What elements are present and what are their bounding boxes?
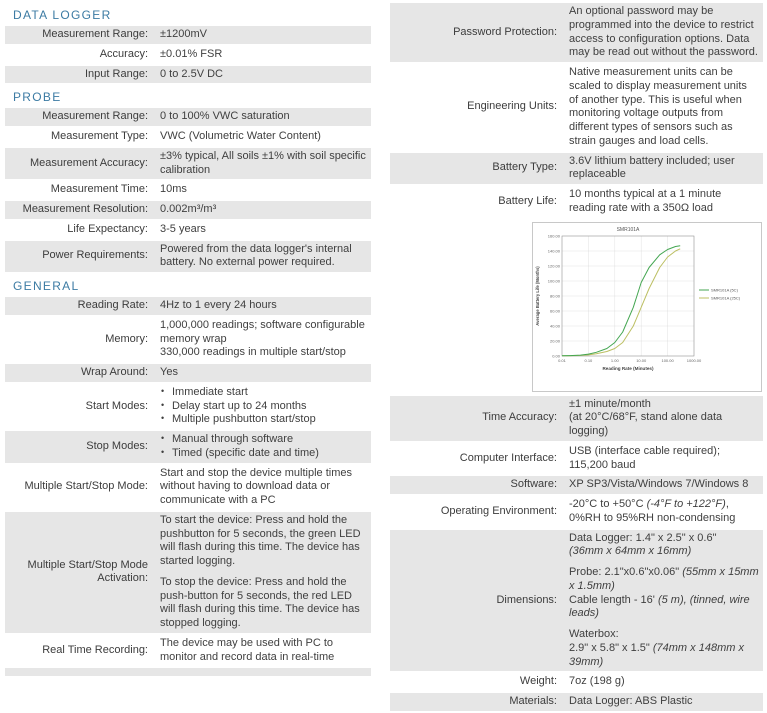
spec-row (390, 153, 763, 185)
spec-value-line (160, 223, 367, 237)
spec-value (153, 297, 371, 315)
text-segment: (5 m), (tinned, wire leads) (569, 593, 750, 620)
spec-label: Computer Interface: (459, 451, 557, 464)
clipped-row (5, 668, 371, 676)
spec-value-line (160, 346, 367, 360)
bullet-glyph: • (161, 399, 165, 410)
text-segment: 10ms (160, 183, 187, 196)
spec-value-line (160, 68, 367, 82)
text-segment: Yes (160, 366, 178, 378)
spec-value-line (160, 299, 367, 313)
spec-value-line (160, 413, 367, 427)
spec-row (5, 384, 371, 429)
spec-value-line (160, 366, 367, 380)
spec-value (153, 108, 371, 126)
text-segment: (55mm x 15mm x 1.5mm) (569, 566, 759, 592)
spec-label: Input Range: (85, 67, 148, 80)
spec-row (5, 364, 371, 382)
spec-row (390, 3, 763, 62)
text-segment: Data Logger: ABS Plastic (569, 695, 693, 707)
spec-row (5, 128, 371, 146)
spec-row (5, 108, 371, 126)
spec-value (153, 431, 371, 463)
spec-label: Password Protection: (453, 25, 557, 38)
spec-row (5, 241, 371, 273)
spec-label: Operating Environment: (440, 504, 557, 517)
spec-label: Start Modes: (85, 399, 148, 412)
battery-life-chart-svg (532, 222, 762, 392)
text-segment: ±0.01% FSR (160, 47, 223, 60)
spec-value-line (160, 48, 367, 62)
spec-label: Battery Life: (498, 194, 557, 207)
section-header-probe: PROBE (13, 90, 62, 105)
spec-value (153, 148, 371, 180)
spec-label: Measurement Accuracy: (30, 156, 148, 169)
text-segment: Native measurement units can be scaled to display measurement units of another type. This is useful when monitoring voltage outputs from different types of sensors such as strain gauges and load cells. (569, 66, 747, 147)
bullet-text (172, 386, 248, 400)
spec-value (153, 384, 371, 429)
spec-value-line (569, 398, 759, 412)
spec-row (390, 64, 763, 151)
text-segment: , (725, 498, 729, 510)
y-tick-label: 120.00 (547, 262, 560, 268)
spec-row (390, 443, 763, 475)
spec-value-line (569, 478, 759, 492)
spec-label: Weight: (519, 675, 557, 688)
spec-value-line (160, 467, 367, 508)
spec-row (5, 66, 371, 84)
spec-row (5, 431, 371, 463)
spec-label: Measurement Time: (50, 183, 148, 196)
text-segment: 0 to 100% VWC saturation (160, 110, 290, 123)
y-tick-label: 160.00 (547, 232, 560, 238)
spec-value-line (160, 243, 367, 271)
text-segment: 7oz (198 g) (569, 675, 625, 688)
bullet-text (172, 400, 307, 414)
text-segment: Multiple pushbutton start/stop (172, 413, 316, 426)
spec-value-line (160, 203, 367, 217)
spec-row (5, 148, 371, 180)
spec-row (390, 530, 763, 672)
spec-label: Power Requirements: (42, 249, 148, 262)
spec-value-line (569, 512, 759, 526)
spec-row (5, 26, 371, 44)
section-header-data-logger: DATA LOGGER (13, 8, 112, 22)
text-segment: Cable length - 16' (569, 593, 658, 606)
spec-label: Memory: (105, 332, 148, 345)
spec-value-line (160, 110, 367, 124)
text-segment: 10 months typical at a 1 minute reading rate with a 350Ω load (569, 188, 722, 214)
spec-value-line (569, 545, 759, 559)
text-segment: ±1 minute/month (569, 397, 651, 410)
text-segment: Timed (specific date and time) (172, 446, 319, 459)
spec-value-line (160, 433, 367, 447)
y-tick-label: 140.00 (547, 247, 560, 253)
x-tick-label: 10.00 (636, 357, 647, 363)
spec-label: Stop Modes: (86, 439, 148, 452)
spec-row (5, 317, 371, 362)
spec-label: Software: (510, 478, 557, 491)
spec-value-line (160, 28, 367, 42)
text-segment: Data Logger: 1.4" x 2.5" x 0.6" (569, 531, 717, 544)
text-segment: Delay start up to 24 months (172, 399, 307, 412)
spec-value (562, 476, 763, 494)
spec-row (5, 465, 371, 510)
spec-value (153, 512, 371, 633)
text-segment: (at 20°C/68°F, stand alone data logging) (569, 411, 723, 437)
spec-row (5, 46, 371, 64)
spec-value-line (160, 150, 367, 178)
spec-row (390, 476, 763, 494)
bullet-glyph: • (161, 385, 165, 396)
spec-value-line (569, 5, 759, 60)
spec-value (153, 181, 371, 199)
spec-label: Reading Rate: (77, 299, 148, 311)
spec-row (390, 186, 763, 218)
y-axis-title: Average Battery Life (Months) (535, 265, 540, 326)
spec-value-line (569, 155, 759, 183)
battery-life-chart (532, 222, 762, 392)
section-header-general: GENERAL (13, 279, 80, 293)
bullet-glyph: • (161, 413, 165, 424)
spec-label: Measurement Type: (50, 130, 148, 142)
x-tick-label: 100.00 (661, 357, 674, 363)
spec-value (562, 673, 763, 691)
spec-value (562, 496, 763, 528)
spec-label: Real Time Recording: (42, 643, 148, 656)
spec-label: Measurement Resolution: (22, 203, 148, 215)
text-segment: To start the device: Press and hold the pushbutton for 5 seconds, the green LED will flash during this time. The device has started logging. (160, 513, 361, 567)
spec-label: Dimensions: (496, 593, 557, 606)
spec-value-line (160, 447, 367, 461)
y-tick-label: 80.00 (549, 292, 560, 298)
spec-row (5, 512, 371, 633)
spec-value-line (569, 594, 759, 622)
text-segment: -20°C to +50°C (569, 498, 647, 510)
text-segment: 2.9" x 5.8" x 1.5" (569, 641, 653, 654)
text-segment: Manual through software (172, 433, 294, 445)
spec-value (562, 443, 763, 475)
text-segment: 0.002m³/m³ (160, 203, 217, 215)
spec-label: Life Expectancy: (67, 222, 148, 235)
spec-value-line (160, 637, 367, 665)
text-segment: Powered from the data logger's internal battery. No external power required. (160, 242, 352, 269)
spec-value-line (569, 411, 759, 439)
y-tick-label: 40.00 (549, 322, 560, 328)
text-segment: 0%RH to 95%RH non-condensing (569, 511, 736, 524)
text-segment: ±3% typical, All soils ±1% with soil specific calibration (160, 149, 366, 176)
spec-row (5, 221, 371, 239)
spec-value (153, 364, 371, 382)
bullet-text (172, 447, 319, 461)
spec-value (153, 66, 371, 84)
x-tick-label: 0.10 (584, 357, 593, 363)
spec-value (153, 201, 371, 219)
spec-value-line (569, 566, 759, 594)
left-column (5, 3, 371, 713)
bullet-glyph: • (161, 446, 165, 457)
spec-label: Multiple Start/Stop Mode: (24, 480, 148, 493)
spec-label: Measurement Range: (42, 28, 148, 40)
spec-row (5, 201, 371, 219)
text-segment: 3.6V lithium battery included; user replaceable (569, 154, 735, 181)
spec-row (5, 635, 371, 667)
spec-value-line (569, 498, 759, 512)
text-segment: USB (interface cable required); 115,200 baud (569, 444, 721, 471)
spec-label: Multiple Start/Stop Mode Activation: (27, 558, 148, 585)
text-segment: Immediate start (172, 385, 248, 398)
text-segment: The device may be used with PC to monitor and record data in real-time (160, 636, 335, 663)
text-segment: (36mm x 64mm x 16mm) (569, 545, 692, 558)
spec-value (153, 635, 371, 667)
spec-value (562, 186, 763, 218)
spec-row (390, 496, 763, 528)
text-segment: 4Hz to 1 every 24 hours (160, 299, 277, 311)
text-segment: 3-5 years (160, 222, 206, 235)
spec-row (390, 693, 763, 711)
x-tick-label: 0.01 (558, 357, 566, 363)
spec-value-line (160, 576, 367, 631)
text-segment: An optional password may be programmed into the device to restrict access to configuration options. Data may be read out without the password. (569, 5, 758, 59)
text-segment: (-4°F to +122°F) (646, 498, 726, 510)
spec-value-line (569, 642, 759, 670)
spec-label: Time Accuracy: (482, 411, 557, 424)
spec-value (153, 128, 371, 146)
spec-value-line (160, 130, 367, 144)
spec-value-line (160, 514, 367, 569)
x-axis-title: Reading Rate (Minutes) (602, 365, 654, 371)
bullet-glyph: • (161, 433, 165, 443)
y-tick-label: 0.00 (552, 352, 560, 358)
spec-value (562, 530, 763, 672)
y-tick-label: 20.00 (549, 337, 560, 343)
spec-value-line (160, 319, 367, 347)
spec-label: Accuracy: (99, 47, 148, 60)
spec-label: Materials: (509, 695, 557, 707)
right-column (390, 3, 763, 713)
spec-label: Battery Type: (492, 161, 557, 174)
spec-value (562, 153, 763, 185)
spec-value-line (569, 532, 759, 546)
y-tick-label: 60.00 (549, 307, 560, 313)
spec-value-line (569, 628, 759, 642)
spec-value (562, 693, 763, 711)
spec-value-line (160, 400, 367, 414)
y-tick-label: 100.00 (547, 277, 560, 283)
legend-label: SMR101A (25C) (711, 294, 741, 300)
spec-value-line (569, 66, 759, 149)
spec-row (390, 673, 763, 691)
text-segment: 0 to 2.5V DC (160, 67, 223, 80)
spec-value (153, 317, 371, 362)
spec-label: Engineering Units: (467, 100, 557, 113)
text-segment: (74mm x 148mm x 39mm) (569, 641, 744, 668)
text-segment: VWC (Volumetric Water Content) (160, 130, 321, 142)
text-segment: 1,000,000 readings; software configurable memory wrap (160, 318, 365, 345)
spec-value-line (569, 695, 759, 709)
spec-value (153, 221, 371, 239)
x-tick-label: 1.00 (610, 357, 619, 363)
chart-title: SMR101A (616, 226, 640, 233)
x-tick-label: 1000.00 (686, 357, 702, 363)
text-segment: Probe: 2.1"x0.6"x0.06" (569, 566, 683, 578)
spec-value (562, 3, 763, 62)
spec-row (5, 297, 371, 315)
spec-value (562, 396, 763, 441)
spec-row (5, 181, 371, 199)
spec-value (153, 26, 371, 44)
spec-value (153, 46, 371, 64)
spec-value (153, 241, 371, 273)
spec-value (562, 64, 763, 151)
bullet-text (172, 433, 293, 447)
spec-value-line (160, 183, 367, 197)
text-segment: ±1200mV (160, 28, 208, 40)
spec-value-line (160, 386, 367, 400)
spec-value-line (569, 188, 759, 216)
bullet-text (172, 413, 316, 427)
spec-value-line (569, 445, 759, 473)
spec-label: Measurement Range: (42, 110, 148, 123)
text-segment: 330,000 readings in multiple start/stop (160, 346, 346, 359)
spec-value-line (569, 675, 759, 689)
text-segment: Waterbox: (569, 628, 619, 640)
spec-label: Wrap Around: (80, 366, 148, 378)
spec-value (153, 465, 371, 510)
spec-row (390, 396, 763, 441)
text-segment: To stop the device: Press and hold the push-button for 5 seconds, the red LED will flash during this time. The device has stopped logging. (160, 575, 360, 629)
text-segment: Start and stop the device multiple times without having to download data or communicate with a PC (160, 466, 352, 506)
text-segment: XP SP3/Vista/Windows 7/Windows 8 (569, 478, 749, 491)
legend-label: SMR101A (5C) (711, 286, 738, 292)
